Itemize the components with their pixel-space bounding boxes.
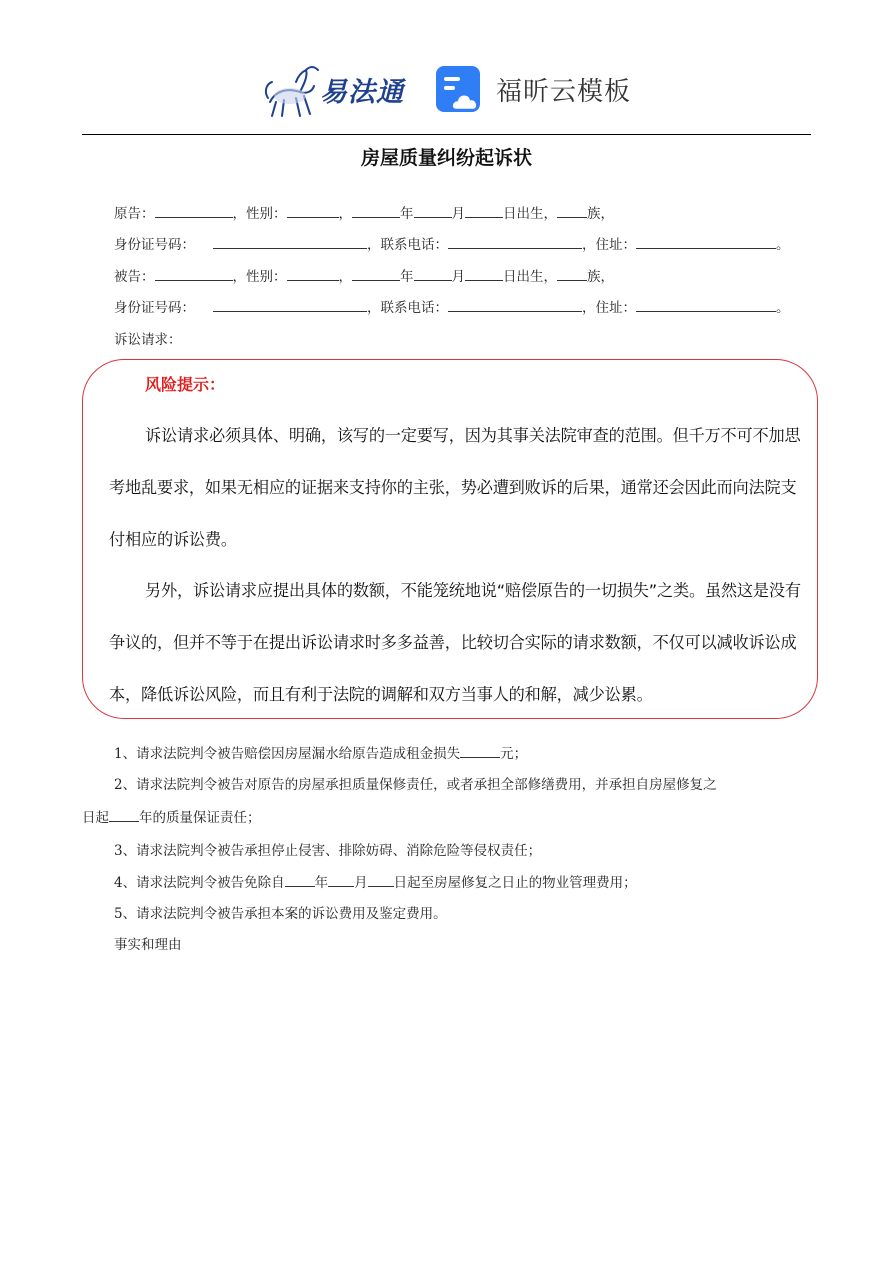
claim-5: 5、请求法院判令被告承担本案的诉讼费用及鉴定费用。 <box>114 906 447 922</box>
year-label: 年 <box>400 269 414 285</box>
claim-1 <box>114 742 527 762</box>
qilin-icon <box>262 62 322 120</box>
address-label: ，住址： <box>582 300 636 316</box>
defendant-id-field[interactable] <box>213 297 367 312</box>
yifatong-logo <box>262 62 412 120</box>
claim-2-line-1: 2、请求法院判令被告对原告的房屋承担质量保修责任，或者承担全部修缮费用，并承担自房屋修复之 <box>114 777 717 793</box>
plaintiff-line <box>114 202 614 222</box>
separator: ， <box>338 206 352 222</box>
warranty-years-field[interactable] <box>109 807 139 822</box>
claim-4 <box>114 871 637 891</box>
month-label: 月 <box>451 206 465 222</box>
claims-label: 诉讼请求： <box>114 332 182 348</box>
period: 。 <box>776 237 790 253</box>
claim-1-text: 1、请求法院判令被告赔偿因房屋漏水给原告造成租金损失 <box>114 746 461 762</box>
logo1-name: 易法通 <box>320 77 404 108</box>
month-label: 月 <box>451 269 465 285</box>
plaintiff-gender-field[interactable] <box>287 203 339 218</box>
risk-title: 风险提示： <box>145 375 226 394</box>
defendant-birth-year-field[interactable] <box>352 266 400 281</box>
plaintiff-ethnicity-field[interactable] <box>557 203 587 218</box>
plaintiff-phone-field[interactable] <box>448 234 582 249</box>
defendant-phone-field[interactable] <box>448 297 582 312</box>
plaintiff-id-line <box>114 233 790 253</box>
risk-paragraph-2: 另外，诉讼请求应提出具体的数额，不能笼统地说“赔偿原告的一切损失”之类。虽然这是没有争议的，但并不等于在提出诉讼请求时多多益善，比较切合实际的请求数额，不仅可以减收诉讼成本，降低诉讼风险，而且有利于法院的调解和双方当事人的和解，减少讼累。 <box>109 581 801 704</box>
plaintiff-label: 原告： <box>114 206 155 222</box>
plaintiff-birth-day-field[interactable] <box>465 203 503 218</box>
gender-label: ，性别： <box>232 206 287 222</box>
address-label: ，住址： <box>582 237 636 253</box>
period: 。 <box>776 300 790 316</box>
plaintiff-name-field[interactable] <box>155 203 233 218</box>
facts-label: 事实和理由 <box>114 937 182 953</box>
risk-warning-box <box>82 359 818 719</box>
exemption-day-field[interactable] <box>368 872 394 887</box>
separator: ， <box>338 269 352 285</box>
claim-2-line-2 <box>82 806 261 826</box>
defendant-gender-field[interactable] <box>287 266 339 281</box>
claim-3: 3、请求法院判令被告承担停止侵害、排除妨碍、消除危险等侵权责任； <box>114 843 542 859</box>
phone-label: ，联系电话： <box>367 300 448 316</box>
id-label: 身份证号码： <box>114 237 195 253</box>
defendant-id-line <box>114 296 790 316</box>
defendant-line <box>114 265 614 285</box>
month-label: 月 <box>354 875 368 891</box>
cloud-document-icon <box>436 66 484 116</box>
header <box>0 60 893 122</box>
plaintiff-id-field[interactable] <box>213 234 367 249</box>
defendant-address-field[interactable] <box>636 297 776 312</box>
exemption-month-field[interactable] <box>328 872 354 887</box>
document-title: 房屋质量纠纷起诉状 <box>360 147 532 169</box>
claim-2-end: 年的质量保证责任； <box>139 810 261 826</box>
year-label: 年 <box>314 875 329 891</box>
claim-2-start: 日起 <box>82 810 109 826</box>
birth-label: 日出生， <box>503 269 557 285</box>
defendant-birth-day-field[interactable] <box>465 266 503 281</box>
exemption-year-field[interactable] <box>285 872 315 887</box>
claim-4-text: 4、请求法院判令被告免除自 <box>114 875 285 891</box>
risk-paragraph-1: 诉讼请求必须具体、明确，该写的一定要写，因为其事关法院审查的范围。但千万不可不加思考地乱要求，如果无相应的证据来支持你的主张，势必遭到败诉的后果，通常还会因此而向法院支付相应的诉讼费。 <box>109 426 801 549</box>
plaintiff-birth-month-field[interactable] <box>414 203 452 218</box>
ethnicity-label: 族， <box>587 206 614 222</box>
rent-loss-amount-field[interactable] <box>460 743 500 758</box>
phone-label: ，联系电话： <box>367 237 448 253</box>
id-label: 身份证号码： <box>114 300 195 316</box>
logo2-name: 福昕云模板 <box>496 77 632 107</box>
birth-label: 日出生， <box>503 206 557 222</box>
plaintiff-birth-year-field[interactable] <box>352 203 400 218</box>
claim-1-unit: 元； <box>500 746 528 762</box>
ethnicity-label: 族， <box>587 269 614 285</box>
plaintiff-address-field[interactable] <box>636 234 776 249</box>
defendant-name-field[interactable] <box>155 266 233 281</box>
gender-label: ，性别： <box>232 269 287 285</box>
claim-4-end: 日起至房屋修复之日止的物业管理费用； <box>393 875 637 891</box>
header-divider <box>82 134 811 135</box>
defendant-birth-month-field[interactable] <box>414 266 452 281</box>
defendant-ethnicity-field[interactable] <box>557 266 587 281</box>
year-label: 年 <box>400 206 414 222</box>
defendant-label: 被告： <box>114 269 155 285</box>
